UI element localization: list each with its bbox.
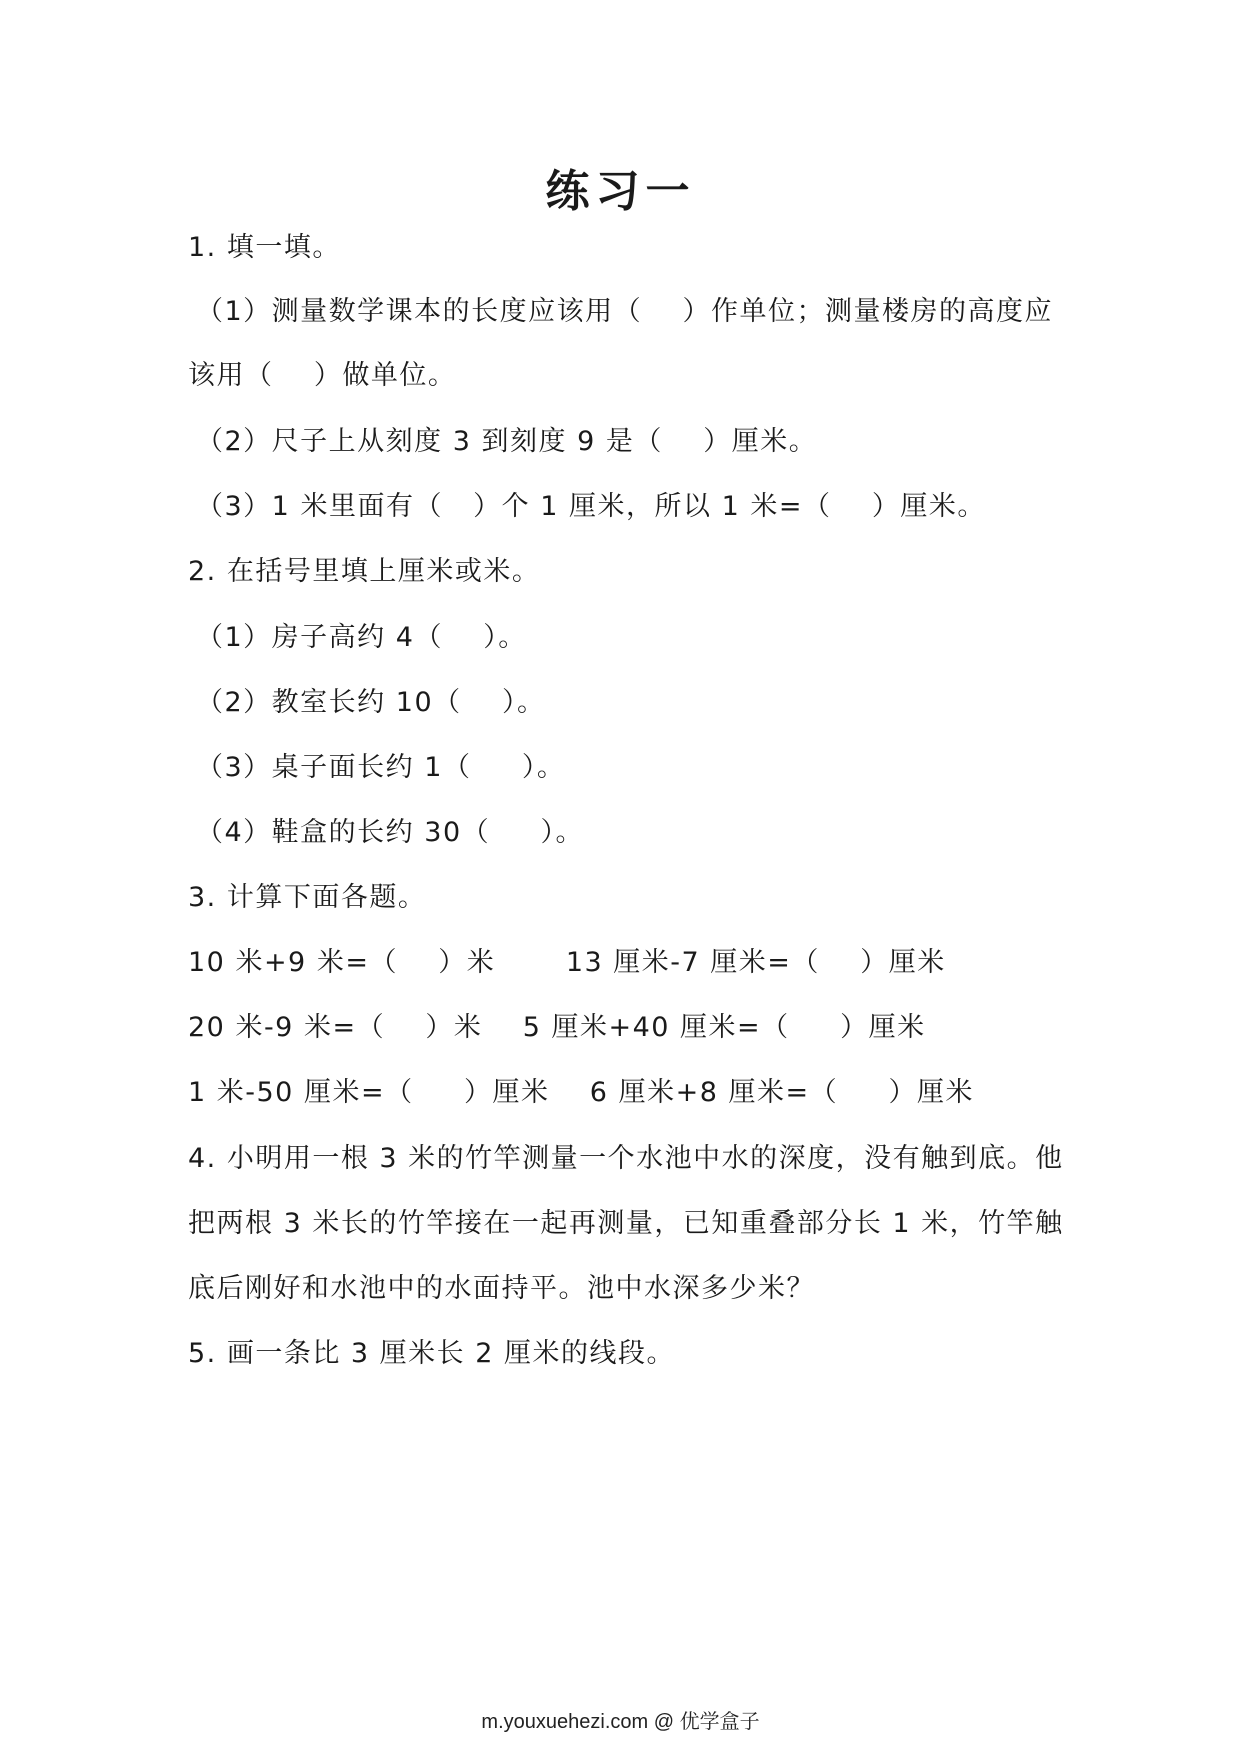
page-title: 练习一 [545,166,696,217]
question-2-heading: 2. 在括号里填上厘米或米。 [188,556,541,587]
question-3-heading: 3. 计算下面各题。 [188,882,427,913]
question-2-item-1: （1）房子高约 4（ ）。 [196,622,527,653]
question-1-line-2: 该用（ ）做单位。 [188,360,457,391]
question-3-row-1: 10 米+9 米=（ ）米 13 厘米-7 厘米=（ ）厘米 [188,947,946,978]
question-2-item-3: （3）桌子面长约 1（ ）。 [196,752,566,783]
question-1-line-3: （2）尺子上从刻度 3 到刻度 9 是（ ）厘米。 [196,426,818,457]
question-1-line-4: （3）1 米里面有（ ）个 1 厘米，所以 1 米=（ ）厘米。 [196,491,986,522]
footer-watermark: m.youxuehezi.com @ 优学盒子 [481,1711,760,1733]
question-3-row-2: 20 米-9 米=（ ）米 5 厘米+40 厘米=（ ）厘米 [188,1012,926,1043]
question-4-line-1: 4. 小明用一根 3 米的竹竿测量一个水池中水的深度，没有触到底。他 [188,1143,1064,1174]
question-3-row-3: 1 米-50 厘米=（ ）厘米 6 厘米+8 厘米=（ ）厘米 [188,1077,974,1108]
question-2-item-4: （4）鞋盒的长约 30（ ）。 [196,817,585,848]
question-1-heading: 1. 填一填。 [188,232,341,263]
question-4-line-2: 把两根 3 米长的竹竿接在一起再测量，已知重叠部分长 1 米，竹竿触 [188,1208,1064,1239]
question-5-line-1: 5. 画一条比 3 厘米长 2 厘米的线段。 [188,1338,676,1369]
question-4-line-3: 底后刚好和水池中的水面持平。池中水深多少米？ [188,1273,815,1304]
question-1-line-1: （1）测量数学课本的长度应该用（ ）作单位；测量楼房的高度应 [196,296,1054,327]
question-2-item-2: （2）教室长约 10（ ）。 [196,687,546,718]
